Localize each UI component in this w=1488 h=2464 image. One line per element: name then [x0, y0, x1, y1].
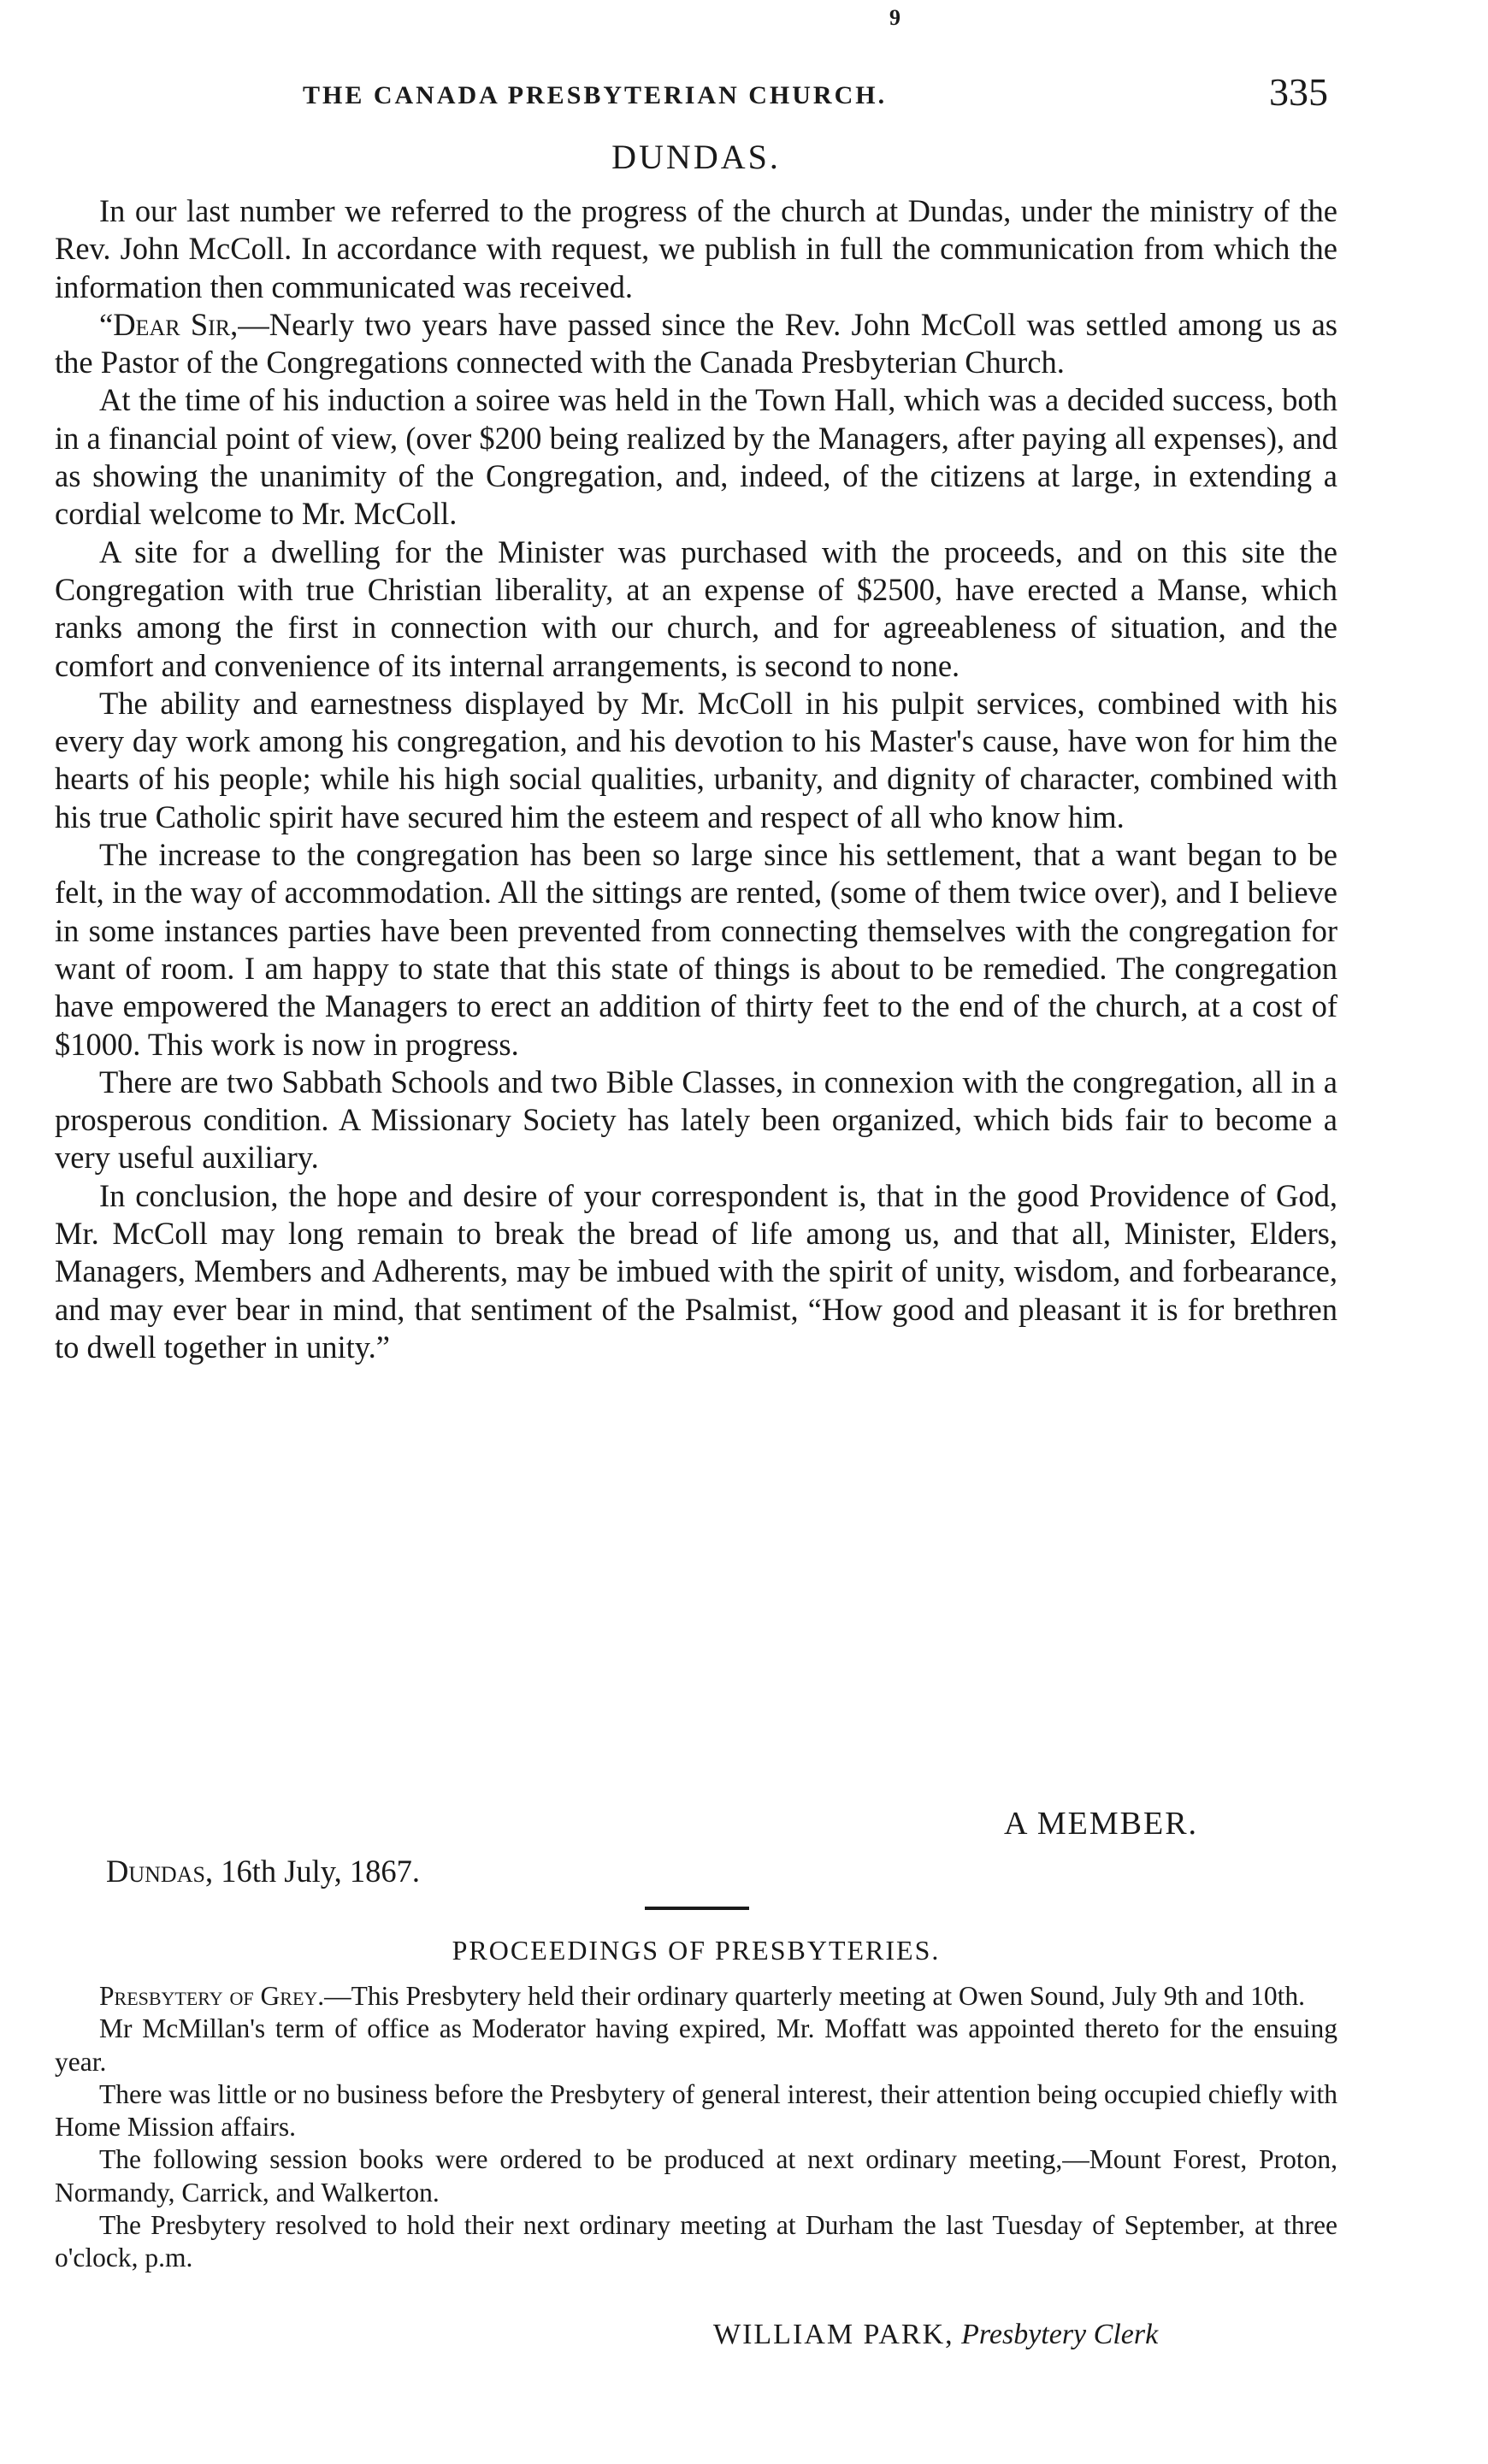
proceedings-paragraph-3: There was little or no business before the Presbytery of general interest, their attention being occupied chiefly with Home Mission affairs.: [55, 2078, 1337, 2143]
top-mark: 9: [889, 5, 900, 30]
page-number: 335: [1269, 70, 1328, 114]
proceedings-paragraph-1: [55, 1980, 1337, 2013]
running-title: THE CANADA PRESBYTERIAN CHURCH.: [303, 81, 888, 109]
proceedings-paragraph-5: The Presbytery resolved to hold their next ordinary meeting at Durham the last Tuesday of September, at three o'clock, p.m.: [55, 2210, 1337, 2273]
letter-paragraph-1-text: —Nearly two years have passed since the Rev. John McColl was settled among us as the Pastor of the Congregations connected with the Canada Presbyterian Church.: [55, 306, 1337, 380]
intro-paragraph: In our last number we referred to the progress of the church at Dundas, under the ministry of the Rev. John McColl. In accordance with request, we publish in full the communication from which the information then communicated was received.: [55, 193, 1337, 304]
section-divider: [645, 1907, 749, 1910]
dateline-date: , 16th July, 1867.: [204, 1854, 421, 1889]
proceedings-title: PROCEEDINGS OF PRESBYTERIES.: [452, 1935, 941, 1966]
salutation: Dear Sir,: [113, 306, 239, 342]
proceedings-body: [55, 1980, 1337, 2275]
salutation-open-quote: “: [99, 306, 114, 342]
letter-signature: A MEMBER.: [1004, 1806, 1199, 1842]
letter-paragraph-4: The ability and earnestness displayed by Mr. McColl in his pulpit services, combined with his every day work among his congregation, and his devotion to his Master's cause, have won for him the hearts of his people; while his high social qualities, urbanity, and dignity of character, combined with his true Catholic spirit have secured him the esteem and respect of all who know him.: [55, 685, 1337, 834]
document-page: [55, 0, 1337, 2464]
letter-paragraph-3: A site for a dwelling for the Minister was purchased with the proceeds, and on this site the Congregation with true Christian liberality, at an expense of $2500, have erected a Manse, which ranks among the first in connection with our church, and for agreeableness of situation, and the comfort and convenience of its internal arrangements, is second to none.: [55, 533, 1337, 683]
article-title: DUNDAS.: [611, 138, 781, 176]
letter-paragraph-1: [55, 306, 1337, 382]
proceedings-paragraph-1-text: —This Presbytery held their ordinary quarterly meeting at Owen Sound, July 9th and 10th.: [324, 1981, 1306, 2011]
dateline-place: Dundas: [106, 1854, 205, 1889]
clerk-signature: [713, 2317, 1158, 2353]
dateline: [106, 1852, 420, 1891]
letter-paragraph-2: At the time of his induction a soiree was held in the Town Hall, which was a decided success, both in a financial point of view, (over $200 being realized by the Managers, after paying all expenses), and as showing the unanimity of the Congregation, and, indeed, of the citizens at large, in extending a cordial welcome to Mr. McColl.: [55, 382, 1337, 532]
proceedings-paragraph-4: The following session books were ordered to be produced at next ordinary meeting,—Mount Forest, Proton, Normandy, Carrick, and Walkerton.: [55, 2144, 1337, 2208]
letter-body: [55, 192, 1337, 1366]
clerk-name: WILLIAM PARK,: [713, 2319, 954, 2350]
clerk-role: Presbytery Clerk: [961, 2319, 1159, 2350]
running-head: [55, 70, 1337, 121]
proceedings-paragraph-2: Mr McMillan's term of office as Moderator having expired, Mr. Moffatt was appointed thereto for the ensuing year.: [55, 2013, 1337, 2077]
letter-paragraph-7: In conclusion, the hope and desire of your correspondent is, that in the good Providence of God, Mr. McColl may long remain to break the bread of life among us, and that all, Minister, Elders, Managers, Members and Adherents, may be imbued with the spirit of unity, wisdom, and forbearance, and may ever bear in mind, that sentiment of the Psalmist, “How good and pleasant it is for brethren to dwell together in unity.”: [55, 1177, 1337, 1365]
proceedings-lead-in: Presbytery of Grey.: [99, 1981, 325, 2011]
letter-paragraph-5: The increase to the congregation has been so large since his settlement, that a want began to be felt, in the way of accommodation. All the sittings are rented, (some of them twice over), and I believe in some instances parties have been prevented from connecting themselves with the congregation for want of room. I am happy to state that this state of things is about to be remedied. The congregation have empowered the Managers to erect an addition of thirty feet to the end of the church, at a cost of $1000. This work is now in progress.: [55, 837, 1337, 1062]
letter-paragraph-6: There are two Sabbath Schools and two Bible Classes, in connexion with the congregation, all in a prosperous condition. A Missionary Society has lately been organized, which bids fair to become a very useful auxiliary.: [55, 1064, 1337, 1176]
